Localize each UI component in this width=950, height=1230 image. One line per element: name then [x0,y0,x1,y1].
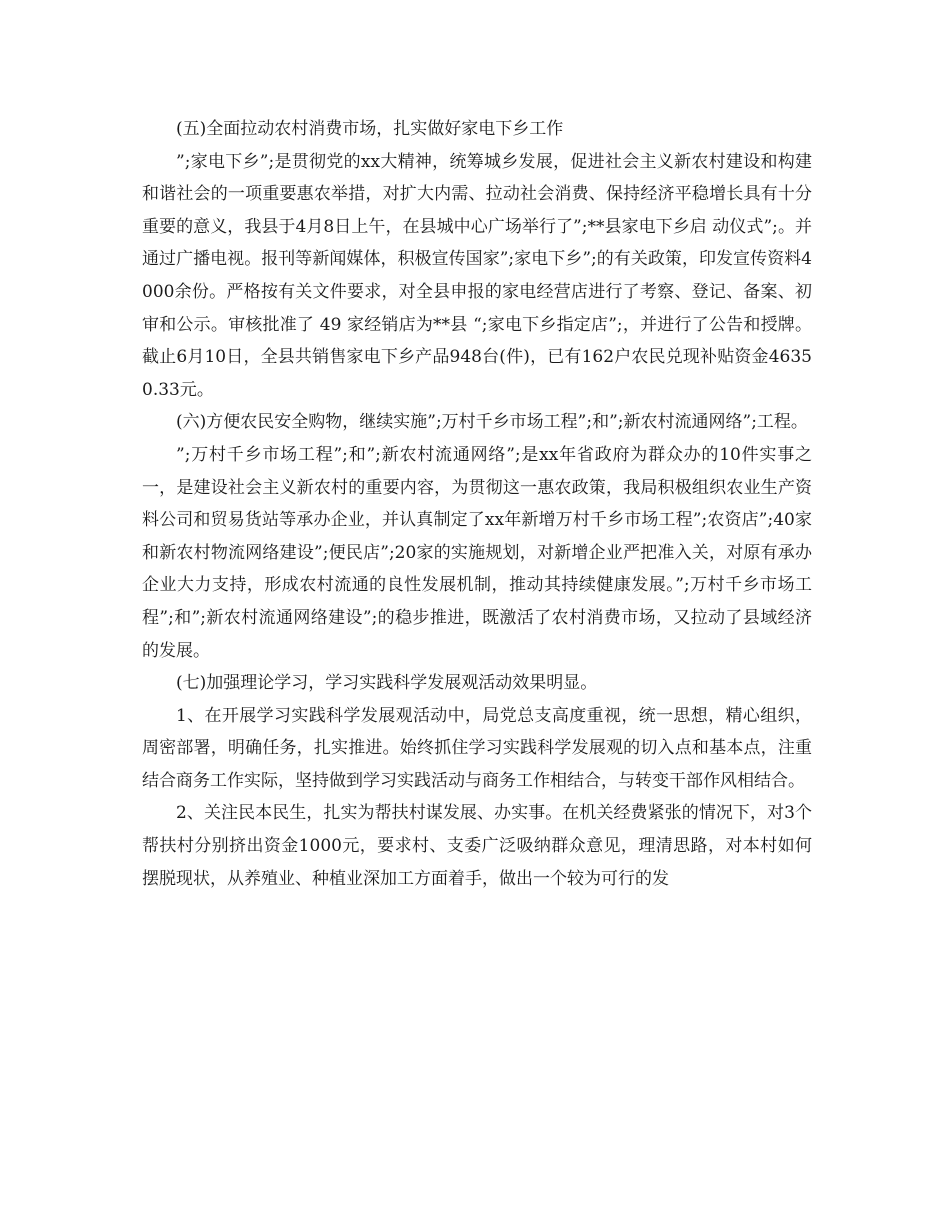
paragraph-item-1: 1、在开展学习实践科学发展观活动中，局党总支高度重视，统一思想，精心组织，周密部署，明确任务，扎实推进。始终抓住学习实践科学发展观的切入点和基本点，注重结合商务工作实际，坚持做到学习实践活动与商务工作相结合，与转变干部作风相结合。 [142,705,812,791]
paragraph-appliance-program: ”;家电下乡”;是贯彻党的xx大精神，统筹城乡发展，促进社会主义新农村建设和构建和谐社会的一项重要惠农举措，对扩大内需、拉动社会消费、保持经济平稳增长具有十分重要的意义，我县于4月8日上午，在县城中心广场举行了”;**县家电下乡启 动仪式”;。并通过广播电视。报刊等新闻媒体，积极宣传国家”;家电下乡”;的有关政策，印发宣传资料4000余份。严格按有关文件要求，对全县申报的家电经营店进行了考察、登记、备案、初审和公示。审核批准了 49 家经销店为**县 “;家电下乡指定店”;，并进行了公告和授牌。截止6月10日，全县共销售家电下乡产品948台(件)，已有162户农民兑现补贴资金46350.33元。 [142,151,812,400]
paragraph-village-market-project: ”;万村千乡市场工程”;和”;新农村流通网络”;是xx年省政府为群众办的10件实事之一，是建设社会主义新农村的重要内容，为贯彻这一惠农政策，我局积极组织农业生产资料公司和贸易货站等承办企业，并认真制定了xx年新增万村千乡市场工程”;农资店”;40家和新农村物流网络建设”;便民店”;20家的实施规划，对新增企业严把准入关，对原有承办企业大力支持，形成农村流通的良性发展机制，推动其持续健康发展。”;万村千乡市场工程”;和”;新农村流通网络建设”;的稳步推进，既激活了农村消费市场，又拉动了县域经济的发展。 [142,444,812,661]
section-heading-six: (六)方便农民安全购物，继续实施”;万村千乡市场工程”;和”;新农村流通网络”;工程。 [176,412,808,433]
section-heading-five: (五)全面拉动农村消费市场，扎实做好家电下乡工作 [176,119,564,139]
paragraph-item-2: 2、关注民本民生，扎实为帮扶村谋发展、办实事。在机关经费紧张的情况下，对3个帮扶村分别挤出资金1000元，要求村、支委广泛吸纳群众意见，理清思路，对本村如何摆脱现状，从养殖业、种植业深加工方面着手，做出一个较为可行的发 [142,803,812,889]
section-heading-seven: (七)加强理论学习，学习实践科学发展观活动效果明显。 [176,673,598,694]
document-body [142,113,812,895]
